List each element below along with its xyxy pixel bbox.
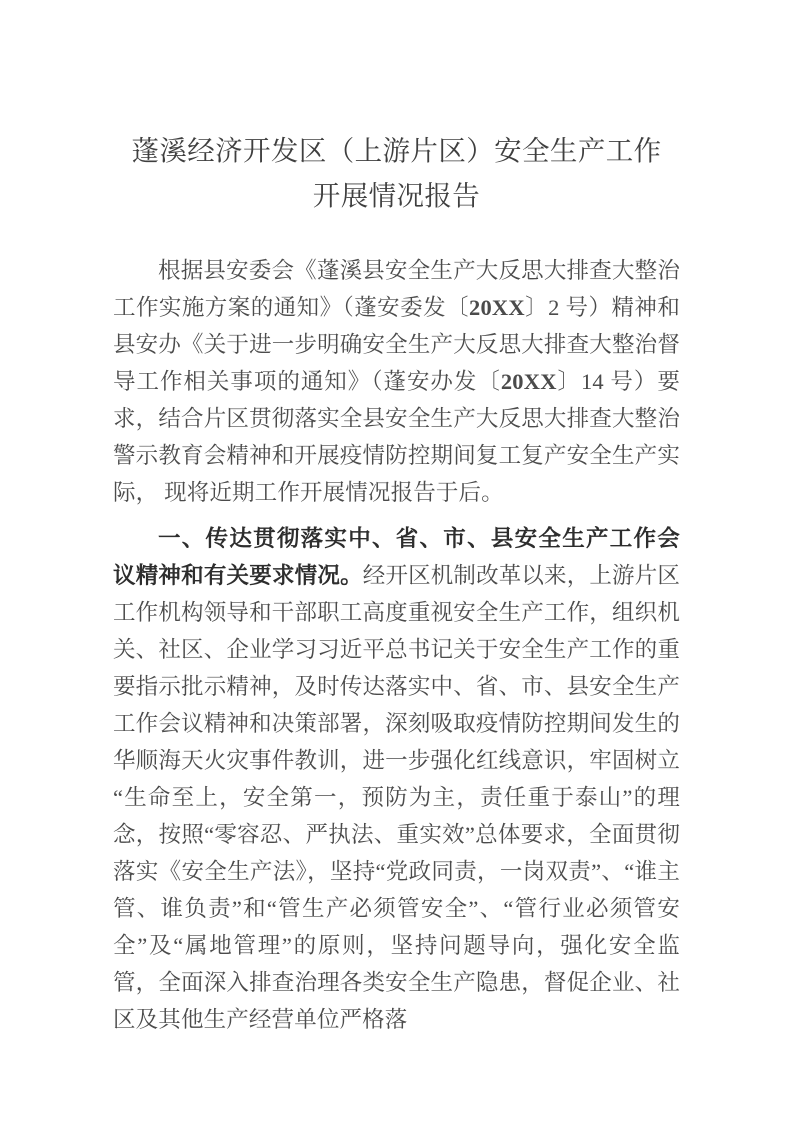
- intro-text-part-1: 根据县安委会《蓬溪县安全生产大反思大排查大整治工作实施方案的通知》（蓬安委发〔: [113, 258, 680, 320]
- paragraph-intro: [113, 252, 680, 511]
- intro-text-part-2: 〕2 号）精神和县安办《关于进一步明确安全生产大反思大排查大整治督导工作相关事项的通知》（蓬安办发〔: [113, 295, 681, 394]
- title-line-2: 开展情况报告: [312, 180, 481, 211]
- document-body: [113, 252, 680, 1038]
- title-line-1: 蓬溪经济开发区（上游片区）安全生产工作: [131, 135, 662, 166]
- paragraph-section-one: [113, 520, 680, 1038]
- document-number-year-1: 20XX: [469, 295, 525, 320]
- document-number-year-2: 20XX: [500, 369, 557, 394]
- document-content: [113, 0, 680, 1038]
- page-title: [113, 0, 680, 218]
- section-one-body: 经开区机制改革以来，上游片区工作机构领导和干部职工高度重视安全生产工作，组织机关、社区、企业学习习近平总书记关于安全生产工作的重要指示批示精神，及时传达落实中、省、市、县安全生产工作会议精神和决策部署，深刻吸取疫情防控期间发生的华顺海天火灾事件教训，进一步强化红线意识，牢固树立“生命至上，安全第一，预防为主，责任重于泰山”的理念，按照“零容忍、严执法、重实效”总体要求，全面贯彻落实《安全生产法》，坚持“党政同责，一岗双责”、“谁主管、谁负责”和“管生产必须管安全”、“管行业必须管安全”及“属地管理”的原则，坚持问题导向，强化安全监管，全面深入排查治理各类安全生产隐患，督促企业、社区及其他生产经营单位严格落: [113, 563, 680, 1032]
- intro-text-part-3: 〕14 号）要求，结合片区贯彻落实全县安全生产大反思大排查大整治警示教育会精神和开展疫情防控期间复工复产安全生产实际， 现将近期工作开展情况报告于后。: [113, 369, 680, 505]
- section-one-heading: 一、传达贯彻落实中、省、市、县安全生产工作会议精神和有关要求情况。: [113, 526, 680, 588]
